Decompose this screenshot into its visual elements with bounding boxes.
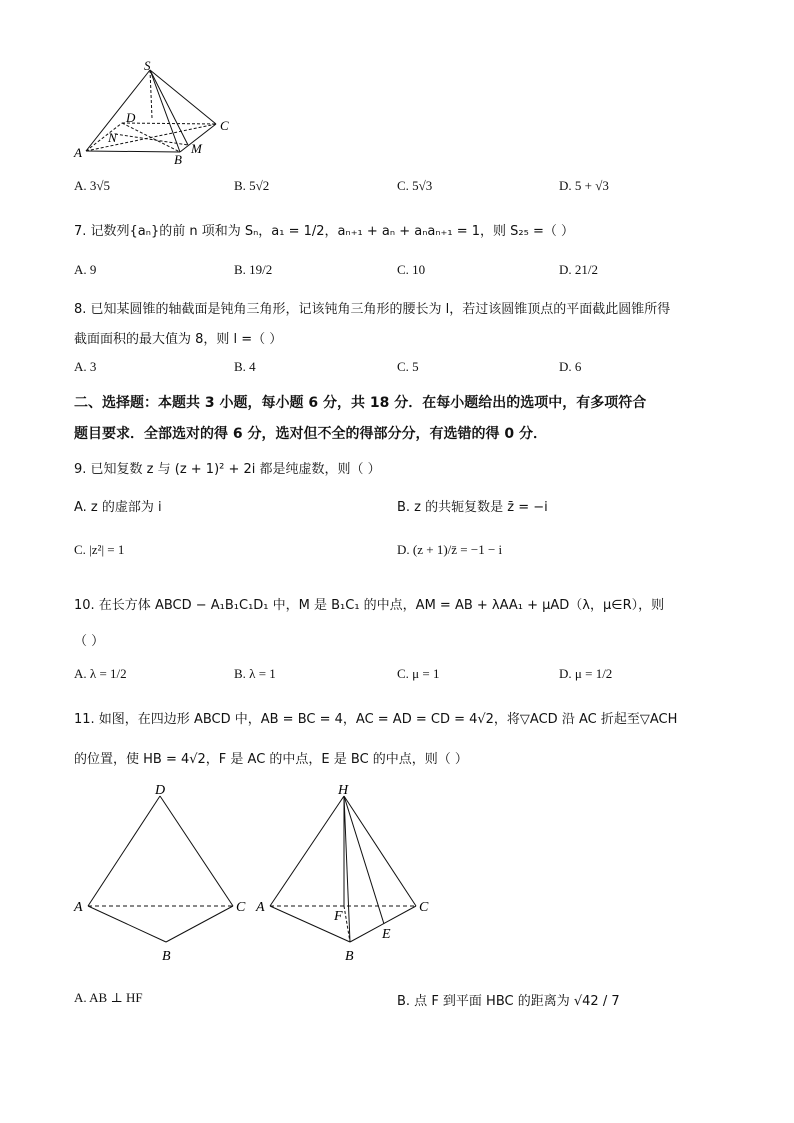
q8-option-a: A. 3 bbox=[74, 359, 97, 374]
q11-line1: 11. 如图，在四边形 ABCD 中，AB = BC = 4，AC = AD = CD = 4√2，将▽ACD 沿 AC 折起至▽ACH bbox=[74, 712, 678, 727]
q10-option-d: D. μ = 1/2 bbox=[559, 666, 613, 681]
left-label-A: A bbox=[74, 900, 83, 915]
q7-option-b: B. 19/2 bbox=[234, 262, 273, 277]
left-label-D: D bbox=[155, 783, 166, 798]
q6-option-d: D. 5 + √3 bbox=[559, 178, 609, 193]
right-label-C: C bbox=[419, 900, 429, 915]
label-D: D bbox=[126, 110, 136, 125]
q6-option-b: B. 5√2 bbox=[234, 178, 270, 193]
q11-option-b: B. 点 F 到平面 HBC 的距离为 √42 / 7 bbox=[397, 994, 620, 1009]
q8-line2: 截面面积的最大值为 8，则 l =（ ） bbox=[74, 332, 283, 347]
q10-line1: 10. 在长方体 ABCD − A₁B₁C₁D₁ 中，M 是 B₁C₁ 的中点，AM = AB + λAA₁ + μAD（λ，μ∈R），则 bbox=[74, 598, 665, 613]
q10-option-a: A. λ = 1/2 bbox=[74, 666, 127, 681]
q10-option-c: C. μ = 1 bbox=[397, 666, 440, 681]
left-label-C: C bbox=[236, 900, 246, 915]
label-M: M bbox=[191, 141, 202, 156]
section2-line2: 题目要求．全部选对的得 6 分，选对但不全的得部分分，有选错的得 0 分． bbox=[74, 426, 547, 442]
section2-line1: 二、选择题：本题共 3 小题，每小题 6 分，共 18 分．在每小题给出的选项中，有多项符合 bbox=[74, 395, 647, 411]
q7-option-d: D. 21/2 bbox=[559, 262, 598, 277]
q8-option-d: D. 6 bbox=[559, 359, 582, 374]
right-label-F: F bbox=[334, 909, 343, 924]
q6-option-a: A. 3√5 bbox=[74, 178, 111, 193]
label-B: B bbox=[174, 152, 182, 167]
q10-line2: （ ） bbox=[74, 634, 105, 649]
quadrilateral-figure bbox=[70, 778, 260, 964]
pyramid-figure bbox=[70, 56, 250, 168]
q9-option-c: C. |z²| = 1 bbox=[74, 542, 125, 557]
q8-line1: 8. 已知某圆锥的轴截面是钝角三角形，记该钝角三角形的腰长为 l，若过该圆锥顶点的平面截此圆锥所得 bbox=[74, 302, 671, 317]
q11-option-a: A. AB ⊥ HF bbox=[74, 990, 143, 1005]
left-label-B: B bbox=[162, 949, 171, 964]
q9-stem: 9. 已知复数 z 与 (z + 1)² + 2i 都是纯虚数，则（ ） bbox=[74, 462, 381, 477]
q9-option-b: B. z 的共轭复数是 z̄ = −i bbox=[397, 500, 548, 515]
label-N: N bbox=[108, 130, 117, 145]
q6-option-c: C. 5√3 bbox=[397, 178, 433, 193]
q7-stem: 7. 记数列{aₙ}的前 n 项和为 Sₙ，a₁ = 1/2，aₙ₊₁ + aₙ + aₙaₙ₊₁ = 1，则 S₂₅ =（ ） bbox=[74, 224, 574, 239]
q9-option-a: A. z 的虚部为 i bbox=[74, 500, 162, 515]
q9-option-d: D. (z + 1)/z̄ = −1 − i bbox=[397, 542, 503, 557]
q10-option-b: B. λ = 1 bbox=[234, 666, 276, 681]
right-label-H: H bbox=[338, 783, 349, 798]
label-S: S bbox=[144, 58, 151, 73]
right-label-A: A bbox=[256, 900, 265, 915]
q7-option-a: A. 9 bbox=[74, 262, 97, 277]
label-A: A bbox=[74, 145, 82, 160]
folded-pyramid-figure bbox=[252, 778, 442, 964]
q8-option-b: B. 4 bbox=[234, 359, 256, 374]
right-label-B: B bbox=[345, 949, 354, 964]
label-C: C bbox=[220, 118, 229, 133]
right-label-E: E bbox=[382, 927, 391, 942]
q11-line2: 的位置，使 HB = 4√2，F 是 AC 的中点，E 是 BC 的中点，则（ ） bbox=[74, 752, 468, 767]
q7-option-c: C. 10 bbox=[397, 262, 426, 277]
q8-option-c: C. 5 bbox=[397, 359, 419, 374]
